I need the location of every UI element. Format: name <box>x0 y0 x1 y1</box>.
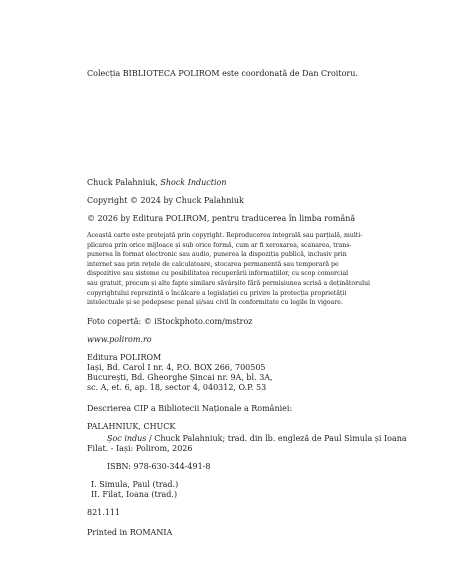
cip-author: PALAHNIUK, CHUCK <box>87 422 176 431</box>
legal-line: dispozitive sau sisteme cu posibilitatea recuperării informațiilor, cu scop comercial <box>87 270 349 278</box>
cip-record <box>107 434 407 444</box>
publisher-name: Editura POLIROM <box>87 353 162 362</box>
publisher-address-iasi: Iași, Bd. Carol I nr. 4, P.O. BOX 266, 700505 <box>87 363 266 372</box>
cip-heading: Descrierea CIP a Bibliotecii Naționale a României: <box>87 404 293 413</box>
legal-line: Această carte este protejată prin copyright. Reproducerea integrală sau parțială, multi- <box>87 232 363 239</box>
cover-photo-credit: Foto copertă: © iStockphoto.com/mstroz <box>87 317 253 326</box>
cip-record-line2: Filat. - Iași: Polirom, 2026 <box>87 444 193 453</box>
printed-in: Printed in ROMANIA <box>87 528 173 537</box>
legal-line: intelectuale și se pedepsesc penal și/sau civil în conformitate cu legile în vigoare. <box>87 299 343 307</box>
website: www.polirom.ro <box>87 335 152 344</box>
cip-isbn: ISBN: 978-630-344-491-8 <box>107 462 211 471</box>
legal-notice <box>87 231 377 308</box>
cip-translator-2: II. Filat, Ioana (trad.) <box>91 490 178 499</box>
collection-coordinator: Colecția BIBLIOTECA POLIROM este coordonată de Dan Croitoru. <box>87 69 358 78</box>
legal-line: punerea în format electronic sau audio, punerea la dispoziția publică, inclusiv prin <box>87 251 347 259</box>
work-credit <box>87 178 227 188</box>
classification-number: 821.111 <box>87 508 121 517</box>
original-copyright: Copyright © 2024 by Chuck Palahniuk <box>87 196 244 205</box>
cip-translator-1: I. Simula, Paul (trad.) <box>91 480 179 489</box>
legal-line: internet sau prin rețele de calculatoare, stocarea permanentă sau temporară pe <box>87 260 339 268</box>
publisher-address-bucuresti: București, Bd. Gheorghe Șincai nr. 9A, bl. 3A, <box>87 373 273 382</box>
cip-title: Șoc indus <box>107 434 147 443</box>
legal-line: plicarea prin orice mijloace și sub orice formă, cum ar fi xeroxarea, scanarea, trans- <box>87 241 352 249</box>
publisher-address-detail: sc. A, et. 6, ap. 18, sector 4, 040312, O.P. 53 <box>87 383 267 392</box>
legal-line: sau gratuit, precum și alte fapte similare săvârșite fără permisiunea scrisă a deținătorului <box>87 279 371 287</box>
work-author: Chuck Palahniuk, <box>87 178 161 187</box>
work-title: Shock Induction <box>160 178 227 187</box>
translation-copyright: © 2026 by Editura POLIROM, pentru traducerea în limba română <box>87 214 356 223</box>
cip-record-rest: / Chuck Palahniuk; trad. din lb. engleză de Paul Simula și Ioana <box>146 434 407 443</box>
legal-line: copyrightului reprezintă o încălcare a legislației cu privire la protecția proprietății <box>87 289 347 297</box>
